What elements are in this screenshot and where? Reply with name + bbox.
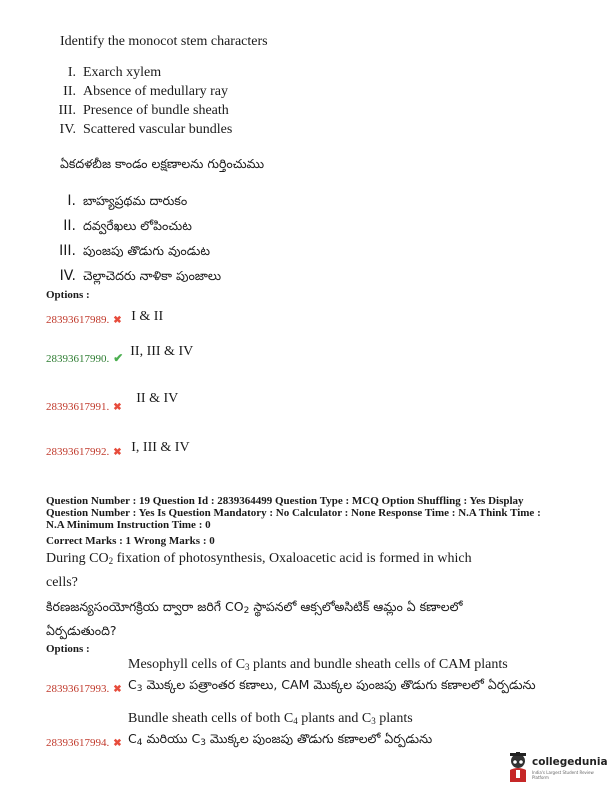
option-text-en: Mesophyll cells of $C_3$ plants and bundle sheath cells of CAM plants <box>128 657 508 672</box>
question-text-te: కిరణజన్యసంయోగక్రియ ద్వారా జరిగే $CO_2$ స్థాపనలో ఆక్సలోఅసిటిక్ ఆమ్లం ఏ కణాలలో <box>46 599 463 616</box>
option-text-te: $C_4$ మరియు $C_3$ మొక్కల పుంజపు తొడుగు కణాలలో ఏర్పడును <box>128 731 433 748</box>
question-text-te-cont: ఏర్పడుతుంది? <box>46 623 117 638</box>
brand-name: collegedunia <box>532 756 608 768</box>
option-row[interactable] <box>46 344 194 367</box>
cross-icon: ✖ <box>113 315 122 326</box>
collegedunia-logo[interactable] <box>507 752 607 786</box>
option-id: 28393617992. <box>46 446 110 458</box>
brand-tagline: India's Largest Student Review Platform <box>532 770 594 780</box>
option-text: I, III & IV <box>131 440 190 455</box>
option-id: 28393617989. <box>46 314 110 326</box>
option-row[interactable] <box>46 733 124 751</box>
question-meta: Question Number : 19 Question Id : 2839364499 Question Type : MCQ Option Shuffling : Yes Display <box>46 495 524 507</box>
mascot-icon <box>507 752 529 782</box>
list-item: I. Exarch xylem <box>67 65 162 80</box>
option-row[interactable] <box>46 391 179 415</box>
cross-icon: ✖ <box>113 402 122 413</box>
question-text-en-cont: cells? <box>46 575 78 590</box>
cross-icon: ✖ <box>113 447 122 458</box>
list-item: III. పుంజపు తొడుగు వుండుట <box>59 243 210 259</box>
cross-icon: ✖ <box>113 684 122 695</box>
cross-icon: ✖ <box>113 738 122 749</box>
question-meta: N.A Minimum Instruction Time : 0 <box>46 519 211 531</box>
option-row[interactable] <box>46 442 190 460</box>
marks-info: Correct Marks : 1 Wrong Marks : 0 <box>46 535 215 547</box>
list-item: I. బాహ్యప్రథమ దారుకం <box>67 193 188 209</box>
list-item: II. దవ్వరేఖలు లోపించుట <box>63 218 192 234</box>
list-item: IV. చెల్లాచెదరు నాళికా పుంజాలు <box>59 268 222 284</box>
option-text-te: $C_3$ మొక్కల పత్రాంతర కణాలు, CAM మొక్కల పుంజపు తొడుగు కణాలలో ఏర్పడును <box>128 677 536 694</box>
option-id: 28393617990. <box>46 353 110 365</box>
question-prompt-en: Identify the monocot stem characters <box>60 34 268 49</box>
list-item: IV. Scattered vascular bundles <box>59 122 233 137</box>
option-id: 28393617991. <box>46 401 110 413</box>
option-id: 28393617993. <box>46 683 110 695</box>
list-item: III. Presence of bundle sheath <box>58 103 229 118</box>
question-text-en: During $CO_2$ fixation of photosynthesis, Oxaloacetic acid is formed in which <box>46 551 472 566</box>
question-meta: Question Number : Yes Is Question Mandatory : No Calculator : None Response Time : N.A Think Time : <box>46 507 541 519</box>
option-row[interactable] <box>46 310 163 328</box>
option-text: II, III & IV <box>130 344 194 359</box>
option-text: I & II <box>131 309 164 324</box>
options-label: Options : <box>46 289 90 301</box>
option-row[interactable] <box>46 679 124 697</box>
option-id: 28393617994. <box>46 737 110 749</box>
list-item: II. Absence of medullary ray <box>63 84 228 99</box>
options-label: Options : <box>46 643 90 655</box>
question-prompt-te: ఏకదళబీజ కాండం లక్షణాలను గుర్తించుము <box>60 156 265 171</box>
option-text-en: Bundle sheath cells of both $C_4$ plants and $C_3$ plants <box>128 711 413 726</box>
option-text: II & IV <box>136 391 179 406</box>
check-icon: ✔ <box>113 351 124 365</box>
